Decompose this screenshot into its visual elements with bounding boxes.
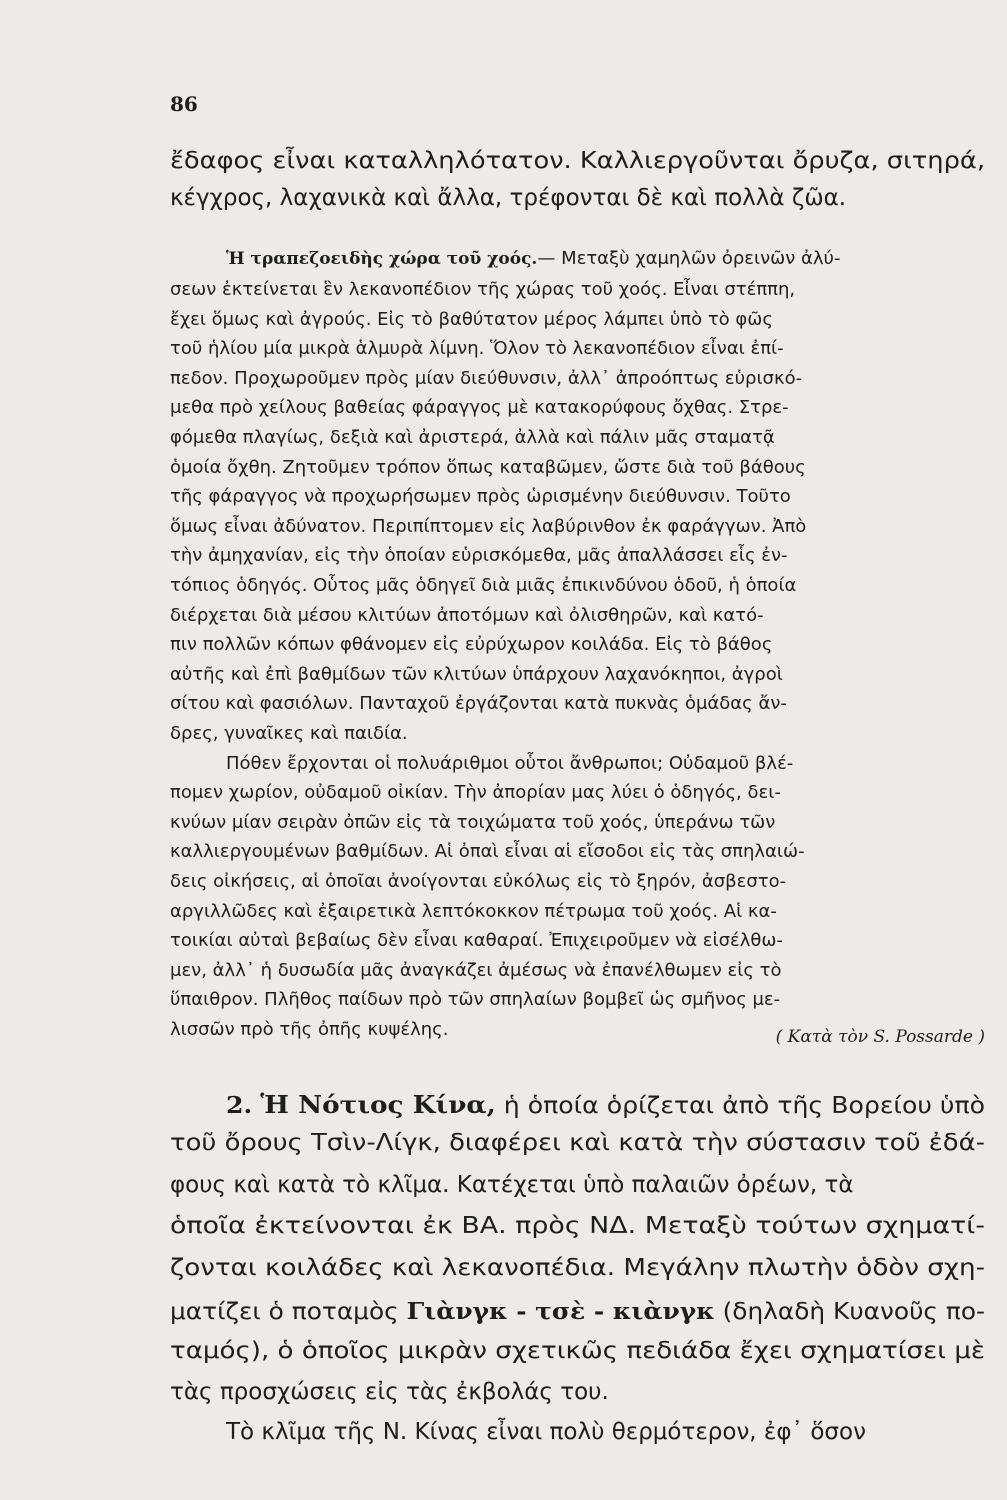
text-line: φόμεθα πλαγίως, δεξιὰ καὶ ἀριστερά, ἀλλὰ καὶ πάλιν μᾶς σταματᾷ	[170, 427, 775, 448]
text-line: τῆς φάραγγος νὰ προχωρήσωμεν πρὸς ὡρισμένην διεύθυνσιν. Τοῦτο	[170, 486, 791, 508]
text-line: ζονται κοιλάδες καὶ λεκανοπέδια. Μεγάλην πλωτὴν ὁδὸν σχη-	[170, 1254, 986, 1281]
text-line: αὐτῆς καὶ ἐπὶ βαθμίδων τῶν κλιτύων ὑπάρχουν λαχανόκηποι, ἀγροὶ	[170, 663, 783, 685]
attribution: ( Κατὰ τὸν S. Possarde )	[775, 1027, 985, 1047]
river-name: Γιὰνγκ - τσὲ - κιὰνγκ	[406, 1298, 715, 1325]
river-line-before: ματίζει ὁ ποταμὸς	[170, 1299, 407, 1325]
text-line: δρες, γυναῖκες καὶ παιδία.	[170, 723, 408, 744]
text-line: λισσῶν πρὸ τῆς ὀπῆς κυψέλης.	[170, 1019, 449, 1040]
page-number: 86	[170, 92, 198, 116]
text-line: ταμός), ὁ ὁποῖος μικρὰν σχετικῶς πεδιάδα ἔχει σχηματίσει μὲ	[170, 1338, 986, 1364]
section1-first-line-rest: — Μεταξὺ χαμηλῶν ὀρεινῶν ἀλύ-	[537, 248, 841, 269]
text-line: μεν, ἀλλ᾽ ἡ δυσωδία μᾶς ἀναγκάζει ἀμέσως νὰ ἐπανέλθωμεν εἰς τὸ	[170, 959, 782, 981]
text-line: τὴν ἀμηχανίαν, εἰς τὴν ὁποίαν εὑρισκόμεθα, μᾶς ἀπαλλάσσει εἷς ἐν-	[170, 545, 788, 567]
text-line: ἔχει ὅμως καὶ ἀγρούς. Εἰς τὸ βαθύτατον μέρος λάμπει ὑπὸ τὸ φῶς	[170, 308, 773, 330]
section2-title: Ἡ Νότιος Κίνα,	[260, 1090, 496, 1119]
text-line: μεθα πρὸ χείλους βαθείας φάραγγος μὲ κατακορύφους ὄχθας. Στρε-	[170, 397, 789, 419]
text-line: δεις οἰκήσεις, αἱ ὁποῖαι ἀνοίγονται εὐκόλως εἰς τὸ ξηρόν, ἀσβεστο-	[170, 871, 787, 892]
text-line: ὁποῖα ἐκτείνονται ἐκ ΒΑ. πρὸς ΝΔ. Μεταξὺ τούτων σχηματί-	[170, 1213, 985, 1239]
text-line: πιν πολλῶν κόπων φθάνομεν εἰς εὐρύχωρον κοιλάδα. Εἰς τὸ βάθος	[170, 634, 773, 656]
text-line: τοῦ ἡλίου μία μικρὰ ἁλμυρὰ λίμνη. Ὅλον τὸ λεκανοπέδιον εἶναι ἐπί-	[170, 338, 784, 360]
text-line: διέρχεται διὰ μέσου κλιτύων ἀποτόμων καὶ ὀλισθηρῶν, καὶ κατό-	[170, 604, 764, 626]
text-line: Τὸ κλῖμα τῆς Ν. Κίνας εἶναι πολὺ θερμότερον, ἐφ᾽ ὅσον	[226, 1419, 866, 1445]
text-line: αργιλλῶδες καὶ ἐξαιρετικὰ λεπτόκοκκον πέτρωμα τοῦ χοός. Αἱ κα-	[170, 900, 777, 922]
section1-first-line	[226, 248, 840, 269]
section2-river-line	[170, 1298, 985, 1325]
text-line: κνύων μίαν σειρὰν ὀπῶν εἰς τὰ τοιχώματα τοῦ χοός, ὑπεράνω τῶν	[170, 811, 776, 833]
section1-heading: Ἡ τραπεζοειδὴς χώρα τοῦ χοός.	[226, 249, 538, 269]
section2-first-line	[226, 1090, 985, 1119]
text-line: φους καὶ κατὰ τὸ κλῖμα. Κατέχεται ὑπὸ παλαιῶν ὀρέων, τὰ	[170, 1171, 854, 1198]
text-line: σίτου καὶ φασιόλων. Πανταχοῦ ἐργάζονται κατὰ πυκνὰς ὁμάδας ἄν-	[170, 693, 787, 715]
text-line: ὅμως εἶναι ἀδύνατον. Περιπίπτομεν εἰς λαβύρινθον ἐκ φαράγγων. Ἀπὸ	[170, 515, 807, 537]
text-line: καλλιεργουμένων βαθμίδων. Αἱ ὀπαὶ εἶναι αἱ εἴσοδοι εἰς τὰς σπηλαιώ-	[170, 841, 805, 863]
river-line-after: (δηλαδὴ Κυανοῦς πο-	[714, 1299, 985, 1325]
text-line: πεδον. Προχωροῦμεν πρὸς μίαν διεύθυνσιν, ἀλλ᾽ ἀπροόπτως εὑρισκό-	[170, 367, 803, 389]
text-line: πομεν χωρίον, οὐδαμοῦ οἰκίαν. Τὴν ἀπορίαν μας λύει ὁ ὁδηγός, δει-	[170, 782, 781, 804]
section2-first-line-rest: ἡ ὁποία ὁρίζεται ἀπὸ τῆς Βορείου ὑπὸ	[495, 1093, 986, 1119]
text-line: κέγχρος, λαχανικὰ καὶ ἄλλα, τρέφονται δὲ καὶ πολλὰ ζῶα.	[170, 185, 847, 211]
text-line: ὕπαιθρον. Πλῆθος παίδων πρὸ τῶν σπηλαίων βομβεῖ ὡς σμῆνος με-	[170, 989, 781, 1011]
text-line: ἔδαφος εἶναι καταλληλότατον. Καλλιεργοῦνται ὄρυζα, σιτηρά,	[170, 148, 986, 174]
text-line: τόπιος ὁδηγός. Οὗτος μᾶς ὁδηγεῖ διὰ μιᾶς ἐπικινδύνου ὁδοῦ, ἡ ὁποία	[170, 575, 797, 596]
text-line: ὁμοία ὄχθη. Ζητοῦμεν τρόπον ὅπως καταβῶμεν, ὥστε διὰ τοῦ βάθους	[170, 456, 806, 478]
text-line: τοῦ ὄρους Τσὶν-Λίγκ, διαφέρει καὶ κατὰ τὴν σύστασιν τοῦ ἐδά-	[170, 1130, 985, 1156]
text-line: τὰς προσχώσεις εἰς τὰς ἐκβολάς του.	[170, 1378, 609, 1405]
text-line: Πόθεν ἔρχονται οἱ πολυάριθμοι οὗτοι ἄνθρωποι; Οὐδαμοῦ βλέ-	[226, 752, 794, 774]
section2-number: 2.	[226, 1092, 253, 1119]
text-line: τοικίαι αὐταὶ βεβαίως δὲν εἶναι καθαραί. Ἐπιχειροῦμεν νὰ εἰσέλθω-	[170, 930, 783, 952]
text-line: σεων ἐκτείνεται ἓν λεκανοπέδιον τῆς χώρας τοῦ χοός. Εἶναι στέππη,	[170, 279, 796, 300]
